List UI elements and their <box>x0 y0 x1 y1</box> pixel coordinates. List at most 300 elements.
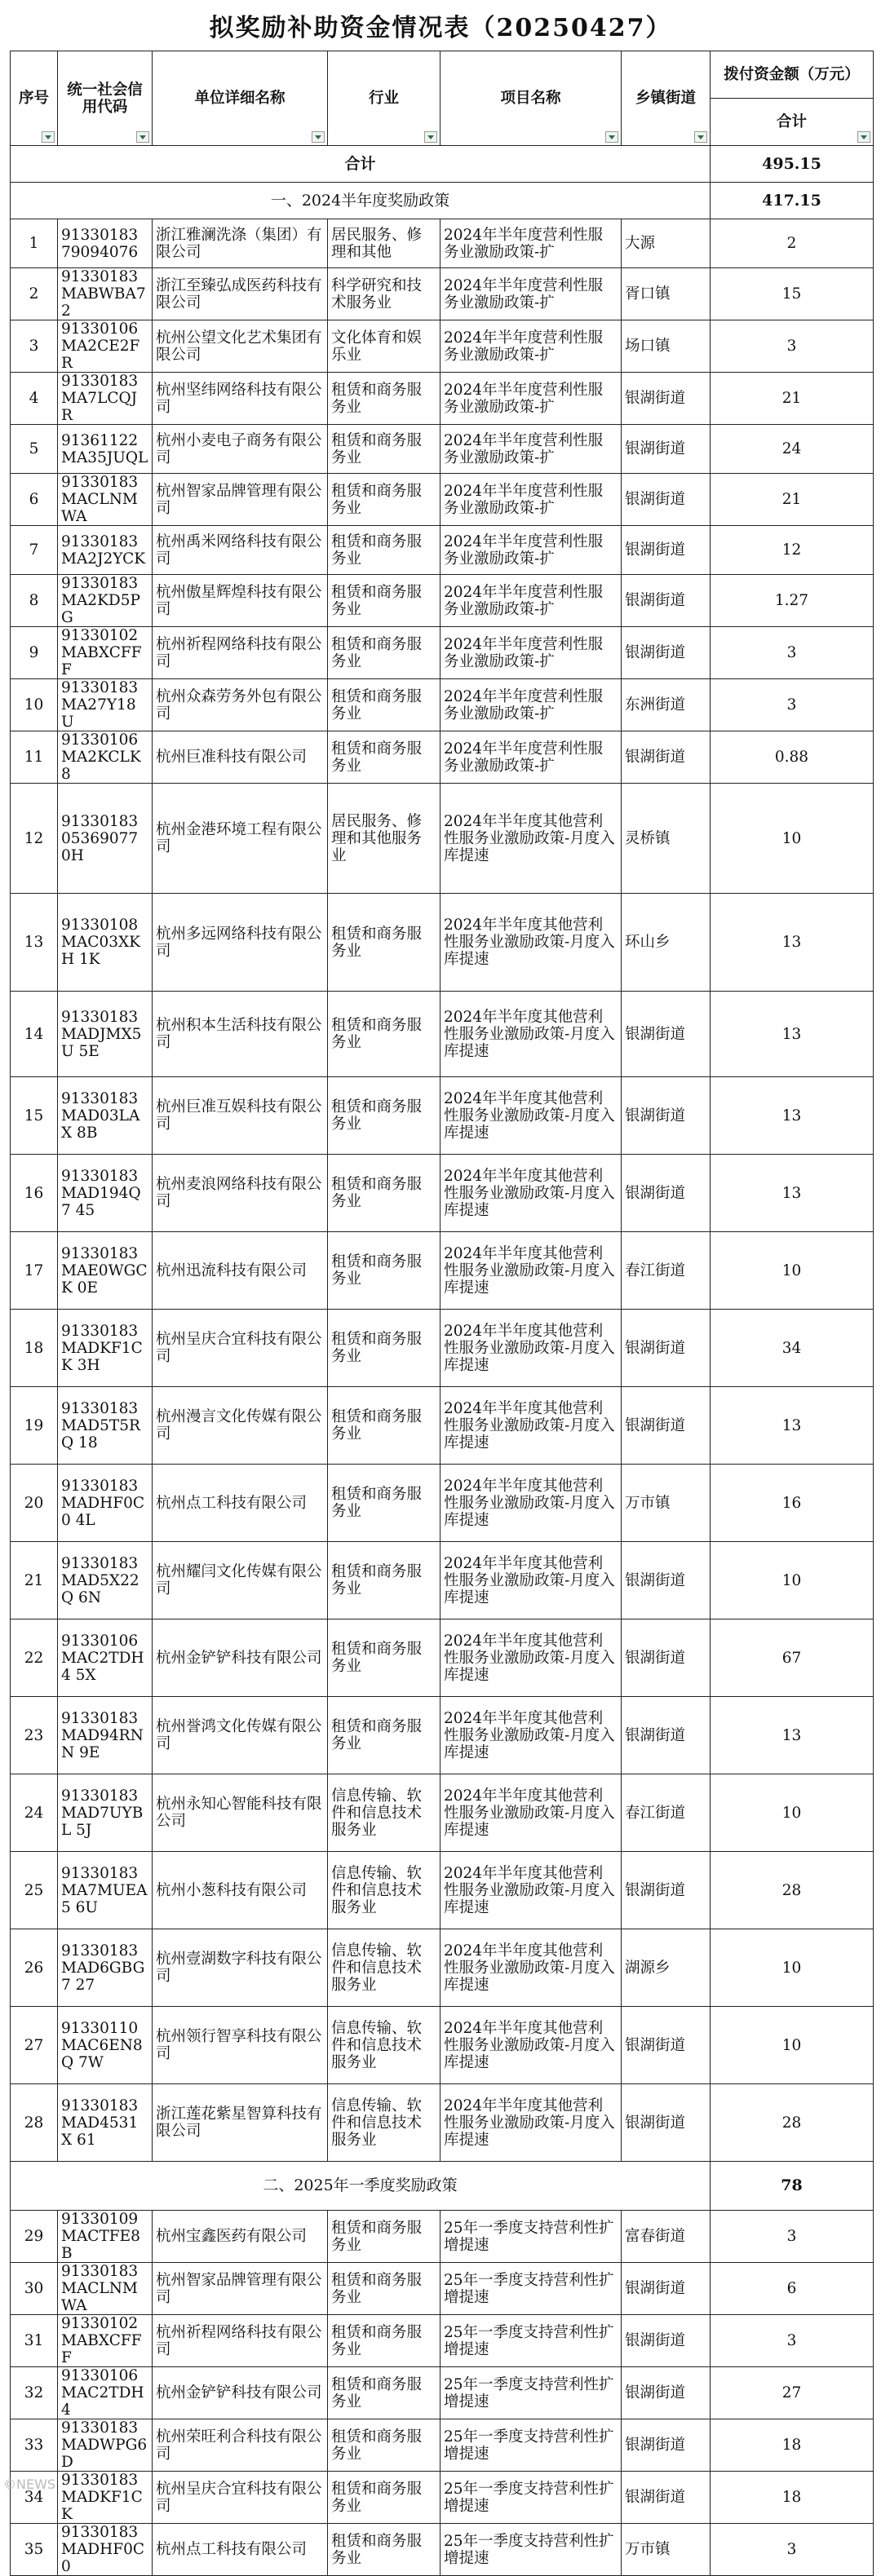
cell-amount: 13 <box>711 1155 874 1232</box>
cell-amount: 16 <box>711 1465 874 1542</box>
table-row <box>11 1077 874 1155</box>
cell-town: 万市镇 <box>622 1465 711 1542</box>
table-row <box>11 627 874 679</box>
header-amount-total <box>711 99 874 146</box>
cell-company-name: 杭州金港环境工程有限公司 <box>153 784 328 894</box>
cell-credit-code: 91330183 MA2KD5PG <box>58 575 153 627</box>
cell-town: 银湖街道 <box>622 2263 711 2315</box>
cell-town: 银湖街道 <box>622 2007 711 2084</box>
header-amount-group-label: 拨付资金额（万元） <box>724 66 860 83</box>
cell-credit-code: 91330183 MACLNMWA <box>58 474 153 526</box>
cell-seq: 19 <box>11 1387 58 1465</box>
cell-amount: 13 <box>711 894 874 992</box>
cell-seq: 34 <box>11 2472 58 2524</box>
cell-industry: 租赁和商务服务业 <box>328 679 440 731</box>
cell-project: 2024年半年度其他营利性服务业激励政策-月度入库提速 <box>440 784 622 894</box>
cell-seq: 2 <box>11 268 58 320</box>
cell-industry: 居民服务、修理和其他 <box>328 219 440 268</box>
cell-amount: 13 <box>711 1077 874 1155</box>
total-label: 合计 <box>11 146 711 183</box>
cell-seq: 17 <box>11 1232 58 1310</box>
cell-credit-code: 91330183 MAD5X22Q 6N <box>58 1542 153 1619</box>
watermark: ©NEWS <box>3 2477 56 2492</box>
cell-project: 2024年半年度其他营利性服务业激励政策-月度入库提速 <box>440 1232 622 1310</box>
cell-project: 2024年半年度营利性服务业激励政策-扩 <box>440 219 622 268</box>
cell-town: 银湖街道 <box>622 1077 711 1155</box>
cell-credit-code: 91330183 79094076 <box>58 219 153 268</box>
cell-project: 2024年半年度其他营利性服务业激励政策-月度入库提速 <box>440 2084 622 2162</box>
table-row <box>11 679 874 731</box>
cell-amount: 28 <box>711 1852 874 1929</box>
cell-seq: 30 <box>11 2263 58 2315</box>
cell-seq: 25 <box>11 1852 58 1929</box>
cell-company-name: 浙江莲花紫星智算科技有限公司 <box>153 2084 328 2162</box>
cell-amount: 21 <box>711 373 874 425</box>
cell-town: 银湖街道 <box>622 1852 711 1929</box>
cell-project: 2024年半年度营利性服务业激励政策-扩 <box>440 373 622 425</box>
cell-seq: 4 <box>11 373 58 425</box>
cell-project: 25年一季度支持营利性扩增提速 <box>440 2524 622 2576</box>
cell-industry: 租赁和商务服务业 <box>328 2472 440 2524</box>
header-industry <box>328 51 440 146</box>
cell-credit-code: 91330183 MAD7UYBL 5J <box>58 1774 153 1852</box>
cell-industry: 租赁和商务服务业 <box>328 373 440 425</box>
cell-seq: 13 <box>11 894 58 992</box>
cell-town: 银湖街道 <box>622 2472 711 2524</box>
section-title: 一、2024半年度奖励政策 <box>11 183 711 219</box>
cell-company-name: 杭州智家品牌管理有限公司 <box>153 474 328 526</box>
table-row <box>11 474 874 526</box>
cell-amount: 3 <box>711 679 874 731</box>
cell-company-name: 杭州宝鑫医药有限公司 <box>153 2211 328 2263</box>
cell-industry: 租赁和商务服务业 <box>328 2315 440 2367</box>
table-row <box>11 2472 874 2524</box>
table-row <box>11 1232 874 1310</box>
cell-amount: 18 <box>711 2419 874 2472</box>
cell-credit-code: 91330183 MAD4531X 61 <box>58 2084 153 2162</box>
cell-company-name: 杭州祈程网络科技有限公司 <box>153 2315 328 2367</box>
total-row <box>11 146 874 183</box>
cell-company-name: 杭州多远网络科技有限公司 <box>153 894 328 992</box>
cell-town: 银湖街道 <box>622 731 711 784</box>
cell-industry: 租赁和商务服务业 <box>328 731 440 784</box>
cell-company-name: 杭州金铲铲科技有限公司 <box>153 1619 328 1697</box>
header-code <box>58 51 153 146</box>
cell-company-name: 杭州众森劳务外包有限公司 <box>153 679 328 731</box>
cell-amount: 6 <box>711 2263 874 2315</box>
cell-credit-code: 91330102 MABXCFFF <box>58 627 153 679</box>
cell-town: 银湖街道 <box>622 2084 711 2162</box>
cell-town: 环山乡 <box>622 894 711 992</box>
table-row <box>11 1310 874 1387</box>
cell-company-name: 杭州公望文化艺术集团有限公司 <box>153 320 328 373</box>
header-code-label: 统一社会信用代码 <box>67 81 143 116</box>
table-row <box>11 2419 874 2472</box>
cell-industry: 租赁和商务服务业 <box>328 2263 440 2315</box>
cell-seq: 16 <box>11 1155 58 1232</box>
cell-credit-code: 91330183 MAD5T5RQ 18 <box>58 1387 153 1465</box>
cell-project: 2024年半年度其他营利性服务业激励政策-月度入库提速 <box>440 2007 622 2084</box>
cell-amount: 34 <box>711 1310 874 1387</box>
cell-amount: 3 <box>711 2524 874 2576</box>
table-row <box>11 1774 874 1852</box>
filter-dropdown-icon[interactable] <box>694 131 707 143</box>
cell-credit-code: 91330183 MACLNMWA <box>58 2263 153 2315</box>
cell-town: 场口镇 <box>622 320 711 373</box>
cell-industry: 租赁和商务服务业 <box>328 894 440 992</box>
filter-dropdown-icon[interactable] <box>136 131 149 143</box>
cell-amount: 18 <box>711 2472 874 2524</box>
cell-industry: 信息传输、软件和信息技术服务业 <box>328 1774 440 1852</box>
cell-company-name: 杭州小葱科技有限公司 <box>153 1852 328 1929</box>
table-row <box>11 1619 874 1697</box>
header-seq <box>11 51 58 146</box>
cell-amount: 13 <box>711 1697 874 1774</box>
cell-town: 灵桥镇 <box>622 784 711 894</box>
header-project <box>440 51 622 146</box>
cell-town: 富春街道 <box>622 2211 711 2263</box>
cell-project: 2024年半年度营利性服务业激励政策-扩 <box>440 425 622 474</box>
header-town-label: 乡镇街道 <box>635 90 696 107</box>
cell-credit-code: 91330183 MA2J2YCK <box>58 526 153 575</box>
section-title: 二、2025年一季度奖励政策 <box>11 2162 711 2211</box>
cell-industry: 租赁和商务服务业 <box>328 1310 440 1387</box>
cell-amount: 10 <box>711 1232 874 1310</box>
table-row <box>11 1852 874 1929</box>
cell-project: 2024年半年度其他营利性服务业激励政策-月度入库提速 <box>440 1387 622 1465</box>
header-seq-label: 序号 <box>18 90 49 107</box>
table-row <box>11 219 874 268</box>
cell-amount: 2 <box>711 219 874 268</box>
cell-seq: 1 <box>11 219 58 268</box>
cell-company-name: 杭州积本生活科技有限公司 <box>153 992 328 1077</box>
subsidy-table <box>10 51 874 2576</box>
cell-amount: 67 <box>711 1619 874 1697</box>
cell-project: 2024年半年度营利性服务业激励政策-扩 <box>440 575 622 627</box>
cell-amount: 1.27 <box>711 575 874 627</box>
cell-industry: 租赁和商务服务业 <box>328 1542 440 1619</box>
cell-seq: 10 <box>11 679 58 731</box>
cell-town: 银湖街道 <box>622 2419 711 2472</box>
table-row <box>11 992 874 1077</box>
cell-credit-code: 91330106 MA2CE2FR <box>58 320 153 373</box>
table-row <box>11 1697 874 1774</box>
cell-seq: 26 <box>11 1929 58 2007</box>
table-row <box>11 2367 874 2419</box>
cell-town: 银湖街道 <box>622 1310 711 1387</box>
cell-seq: 23 <box>11 1697 58 1774</box>
cell-amount: 10 <box>711 1774 874 1852</box>
table-row <box>11 526 874 575</box>
cell-industry: 文化体育和娱乐业 <box>328 320 440 373</box>
cell-amount: 10 <box>711 1542 874 1619</box>
cell-industry: 租赁和商务服务业 <box>328 575 440 627</box>
cell-company-name: 杭州誉鸿文化传媒有限公司 <box>153 1697 328 1774</box>
table-row <box>11 731 874 784</box>
cell-project: 2024年半年度营利性服务业激励政策-扩 <box>440 679 622 731</box>
cell-company-name: 杭州呈庆合宜科技有限公司 <box>153 1310 328 1387</box>
cell-company-name: 浙江雅澜洗涤（集团）有限公司 <box>153 219 328 268</box>
cell-town: 银湖街道 <box>622 1619 711 1697</box>
cell-town: 银湖街道 <box>622 1155 711 1232</box>
header-amount-total-label: 合计 <box>776 113 807 130</box>
cell-amount: 3 <box>711 2315 874 2367</box>
cell-project: 2024年半年度其他营利性服务业激励政策-月度入库提速 <box>440 1310 622 1387</box>
cell-town: 胥口镇 <box>622 268 711 320</box>
cell-seq: 22 <box>11 1619 58 1697</box>
cell-seq: 6 <box>11 474 58 526</box>
cell-project: 2024年半年度其他营利性服务业激励政策-月度入库提速 <box>440 1465 622 1542</box>
cell-credit-code: 91330183 05369077 0H <box>58 784 153 894</box>
cell-seq: 28 <box>11 2084 58 2162</box>
cell-industry: 租赁和商务服务业 <box>328 1619 440 1697</box>
cell-industry: 租赁和商务服务业 <box>328 2419 440 2472</box>
cell-company-name: 杭州迅流科技有限公司 <box>153 1232 328 1310</box>
cell-industry: 信息传输、软件和信息技术服务业 <box>328 1852 440 1929</box>
cell-company-name: 杭州麦浪网络科技有限公司 <box>153 1155 328 1232</box>
table-row <box>11 425 874 474</box>
cell-industry: 租赁和商务服务业 <box>328 526 440 575</box>
cell-project: 2024年半年度其他营利性服务业激励政策-月度入库提速 <box>440 1155 622 1232</box>
filter-dropdown-icon[interactable] <box>42 131 55 143</box>
cell-industry: 租赁和商务服务业 <box>328 1465 440 1542</box>
cell-credit-code: 91330183 MAE0WGCK 0E <box>58 1232 153 1310</box>
cell-company-name: 杭州点工科技有限公司 <box>153 1465 328 1542</box>
table-row <box>11 1542 874 1619</box>
cell-seq: 20 <box>11 1465 58 1542</box>
cell-seq: 27 <box>11 2007 58 2084</box>
cell-project: 2024年半年度营利性服务业激励政策-扩 <box>440 268 622 320</box>
cell-credit-code: 91330183 MAD194Q7 45 <box>58 1155 153 1232</box>
cell-project: 2024年半年度营利性服务业激励政策-扩 <box>440 320 622 373</box>
cell-project: 2024年半年度其他营利性服务业激励政策-月度入库提速 <box>440 1852 622 1929</box>
table-row <box>11 1465 874 1542</box>
cell-amount: 12 <box>711 526 874 575</box>
cell-town: 银湖街道 <box>622 425 711 474</box>
cell-amount: 10 <box>711 2007 874 2084</box>
cell-company-name: 杭州漫言文化传媒有限公司 <box>153 1387 328 1465</box>
page-title: 拟奖励补助资金情况表（20250427） <box>209 14 672 42</box>
cell-seq: 12 <box>11 784 58 894</box>
cell-project: 2024年半年度营利性服务业激励政策-扩 <box>440 627 622 679</box>
cell-company-name: 浙江至臻弘成医药科技有限公司 <box>153 268 328 320</box>
cell-project: 2024年半年度营利性服务业激励政策-扩 <box>440 474 622 526</box>
cell-credit-code: 91330183 MADHF0C0 4L <box>58 1465 153 1542</box>
cell-project: 2024年半年度营利性服务业激励政策-扩 <box>440 526 622 575</box>
cell-seq: 29 <box>11 2211 58 2263</box>
cell-seq: 14 <box>11 992 58 1077</box>
table-row <box>11 268 874 320</box>
cell-industry: 租赁和商务服务业 <box>328 1077 440 1155</box>
cell-amount: 3 <box>711 2211 874 2263</box>
header-industry-label: 行业 <box>368 90 399 107</box>
cell-project: 2024年半年度其他营利性服务业激励政策-月度入库提速 <box>440 1697 622 1774</box>
header-project-label: 项目名称 <box>500 90 561 107</box>
cell-company-name: 杭州禹米网络科技有限公司 <box>153 526 328 575</box>
cell-project: 25年一季度支持营利性扩增提速 <box>440 2263 622 2315</box>
cell-credit-code: 91330183 MAD03LAX 8B <box>58 1077 153 1155</box>
cell-company-name: 杭州金铲铲科技有限公司 <box>153 2367 328 2419</box>
cell-credit-code: 91330183 MA7MUEA5 6U <box>58 1852 153 1929</box>
cell-project: 25年一季度支持营利性扩增提速 <box>440 2211 622 2263</box>
cell-project: 2024年半年度其他营利性服务业激励政策-月度入库提速 <box>440 1619 622 1697</box>
cell-amount: 10 <box>711 784 874 894</box>
cell-credit-code: 91361122 MA35JUQL <box>58 425 153 474</box>
table-row <box>11 2524 874 2576</box>
cell-credit-code: 91330106 MAC2TDH4 5X <box>58 1619 153 1697</box>
cell-credit-code: 91330183 MADJMX5U 5E <box>58 992 153 1077</box>
cell-industry: 信息传输、软件和信息技术服务业 <box>328 1929 440 2007</box>
cell-industry: 租赁和商务服务业 <box>328 2211 440 2263</box>
filter-dropdown-icon[interactable] <box>857 131 870 143</box>
table-row <box>11 373 874 425</box>
cell-town: 银湖街道 <box>622 1697 711 1774</box>
table-row <box>11 1155 874 1232</box>
cell-town: 万市镇 <box>622 2524 711 2576</box>
cell-project: 25年一季度支持营利性扩增提速 <box>440 2315 622 2367</box>
cell-credit-code: 91330183 MADKF1CK 3H <box>58 1310 153 1387</box>
cell-company-name: 杭州智家品牌管理有限公司 <box>153 2263 328 2315</box>
cell-company-name: 杭州巨准科技有限公司 <box>153 731 328 784</box>
cell-town: 银湖街道 <box>622 627 711 679</box>
cell-seq: 21 <box>11 1542 58 1619</box>
cell-industry: 租赁和商务服务业 <box>328 1155 440 1232</box>
cell-credit-code: 91330109 MACTFE8B <box>58 2211 153 2263</box>
cell-credit-code: 91330183 MADHF0C0 <box>58 2524 153 2576</box>
cell-amount: 3 <box>711 320 874 373</box>
cell-amount: 24 <box>711 425 874 474</box>
section-amount: 78 <box>711 2162 874 2211</box>
table-row <box>11 894 874 992</box>
cell-amount: 13 <box>711 1387 874 1465</box>
filter-dropdown-icon[interactable] <box>312 131 325 143</box>
cell-credit-code: 91330106 MA2KCLK8 <box>58 731 153 784</box>
cell-industry: 居民服务、修理和其他服务业 <box>328 784 440 894</box>
cell-company-name: 杭州永知心智能科技有限公司 <box>153 1774 328 1852</box>
cell-amount: 3 <box>711 627 874 679</box>
cell-company-name: 杭州傲星辉煌科技有限公司 <box>153 575 328 627</box>
cell-credit-code: 91330183 MAD94RNN 9E <box>58 1697 153 1774</box>
cell-amount: 15 <box>711 268 874 320</box>
cell-town: 春江街道 <box>622 1774 711 1852</box>
cell-amount: 27 <box>711 2367 874 2419</box>
cell-seq: 11 <box>11 731 58 784</box>
cell-company-name: 杭州巨准互娱科技有限公司 <box>153 1077 328 1155</box>
cell-credit-code: 91330106 MAC2TDH4 <box>58 2367 153 2419</box>
cell-company-name: 杭州坚纬网络科技有限公司 <box>153 373 328 425</box>
cell-town: 银湖街道 <box>622 992 711 1077</box>
cell-seq: 24 <box>11 1774 58 1852</box>
cell-company-name: 杭州壹湖数字科技有限公司 <box>153 1929 328 2007</box>
cell-amount: 21 <box>711 474 874 526</box>
cell-seq: 5 <box>11 425 58 474</box>
table-row <box>11 1387 874 1465</box>
cell-credit-code: 91330183 MADWPG6D <box>58 2419 153 2472</box>
cell-town: 大源 <box>622 219 711 268</box>
cell-town: 银湖街道 <box>622 526 711 575</box>
cell-seq: 32 <box>11 2367 58 2419</box>
cell-project: 25年一季度支持营利性扩增提速 <box>440 2367 622 2419</box>
cell-company-name: 杭州呈庆合宜科技有限公司 <box>153 2472 328 2524</box>
table-body <box>11 146 874 2576</box>
cell-town: 东洲街道 <box>622 679 711 731</box>
cell-credit-code: 91330183 MABWBA72 <box>58 268 153 320</box>
cell-company-name: 杭州荣旺利合科技有限公司 <box>153 2419 328 2472</box>
header-amount-group <box>711 51 874 99</box>
header-name-label: 单位详细名称 <box>194 90 286 107</box>
cell-project: 2024年半年度其他营利性服务业激励政策-月度入库提速 <box>440 1774 622 1852</box>
table-row <box>11 2315 874 2367</box>
cell-credit-code: 91330183 MA27Y18U <box>58 679 153 731</box>
cell-industry: 租赁和商务服务业 <box>328 627 440 679</box>
cell-credit-code: 91330183 MADKF1CK <box>58 2472 153 2524</box>
cell-industry: 租赁和商务服务业 <box>328 1387 440 1465</box>
table-row <box>11 575 874 627</box>
table-row <box>11 2211 874 2263</box>
cell-industry: 租赁和商务服务业 <box>328 474 440 526</box>
cell-seq: 33 <box>11 2419 58 2472</box>
table-row <box>11 320 874 373</box>
cell-project: 25年一季度支持营利性扩增提速 <box>440 2419 622 2472</box>
cell-amount: 0.88 <box>711 731 874 784</box>
cell-company-name: 杭州祈程网络科技有限公司 <box>153 627 328 679</box>
cell-seq: 3 <box>11 320 58 373</box>
cell-town: 银湖街道 <box>622 2315 711 2367</box>
cell-company-name: 杭州领行智享科技有限公司 <box>153 2007 328 2084</box>
cell-credit-code: 91330108 MAC03XKH 1K <box>58 894 153 992</box>
total-amount: 495.15 <box>711 146 874 183</box>
cell-industry: 租赁和商务服务业 <box>328 992 440 1077</box>
section-amount: 417.15 <box>711 183 874 219</box>
cell-industry: 租赁和商务服务业 <box>328 2367 440 2419</box>
table-row <box>11 2007 874 2084</box>
table-row <box>11 2084 874 2162</box>
header-town <box>622 51 711 146</box>
cell-project: 25年一季度支持营利性扩增提速 <box>440 2472 622 2524</box>
filter-dropdown-icon[interactable] <box>605 131 618 143</box>
section-row <box>11 2162 874 2211</box>
section-row <box>11 183 874 219</box>
filter-dropdown-icon[interactable] <box>424 131 437 143</box>
cell-project: 2024年半年度其他营利性服务业激励政策-月度入库提速 <box>440 894 622 992</box>
cell-project: 2024年半年度营利性服务业激励政策-扩 <box>440 731 622 784</box>
cell-company-name: 杭州点工科技有限公司 <box>153 2524 328 2576</box>
cell-industry: 信息传输、软件和信息技术服务业 <box>328 2007 440 2084</box>
cell-seq: 15 <box>11 1077 58 1155</box>
cell-industry: 信息传输、软件和信息技术服务业 <box>328 2084 440 2162</box>
cell-amount: 28 <box>711 2084 874 2162</box>
cell-town: 银湖街道 <box>622 1542 711 1619</box>
cell-seq: 8 <box>11 575 58 627</box>
cell-seq: 18 <box>11 1310 58 1387</box>
cell-industry: 租赁和商务服务业 <box>328 1232 440 1310</box>
table-row <box>11 784 874 894</box>
cell-project: 2024年半年度其他营利性服务业激励政策-月度入库提速 <box>440 1542 622 1619</box>
cell-company-name: 杭州小麦电子商务有限公司 <box>153 425 328 474</box>
cell-town: 银湖街道 <box>622 1387 711 1465</box>
cell-credit-code: 91330183 MA7LCQJR <box>58 373 153 425</box>
cell-town: 春江街道 <box>622 1232 711 1310</box>
cell-amount: 10 <box>711 1929 874 2007</box>
cell-town: 银湖街道 <box>622 474 711 526</box>
table-row <box>11 1929 874 2007</box>
cell-seq: 31 <box>11 2315 58 2367</box>
cell-amount: 13 <box>711 992 874 1077</box>
cell-seq: 35 <box>11 2524 58 2576</box>
cell-town: 湖源乡 <box>622 1929 711 2007</box>
cell-credit-code: 91330183 MAD6GBG7 27 <box>58 1929 153 2007</box>
cell-town: 银湖街道 <box>622 373 711 425</box>
